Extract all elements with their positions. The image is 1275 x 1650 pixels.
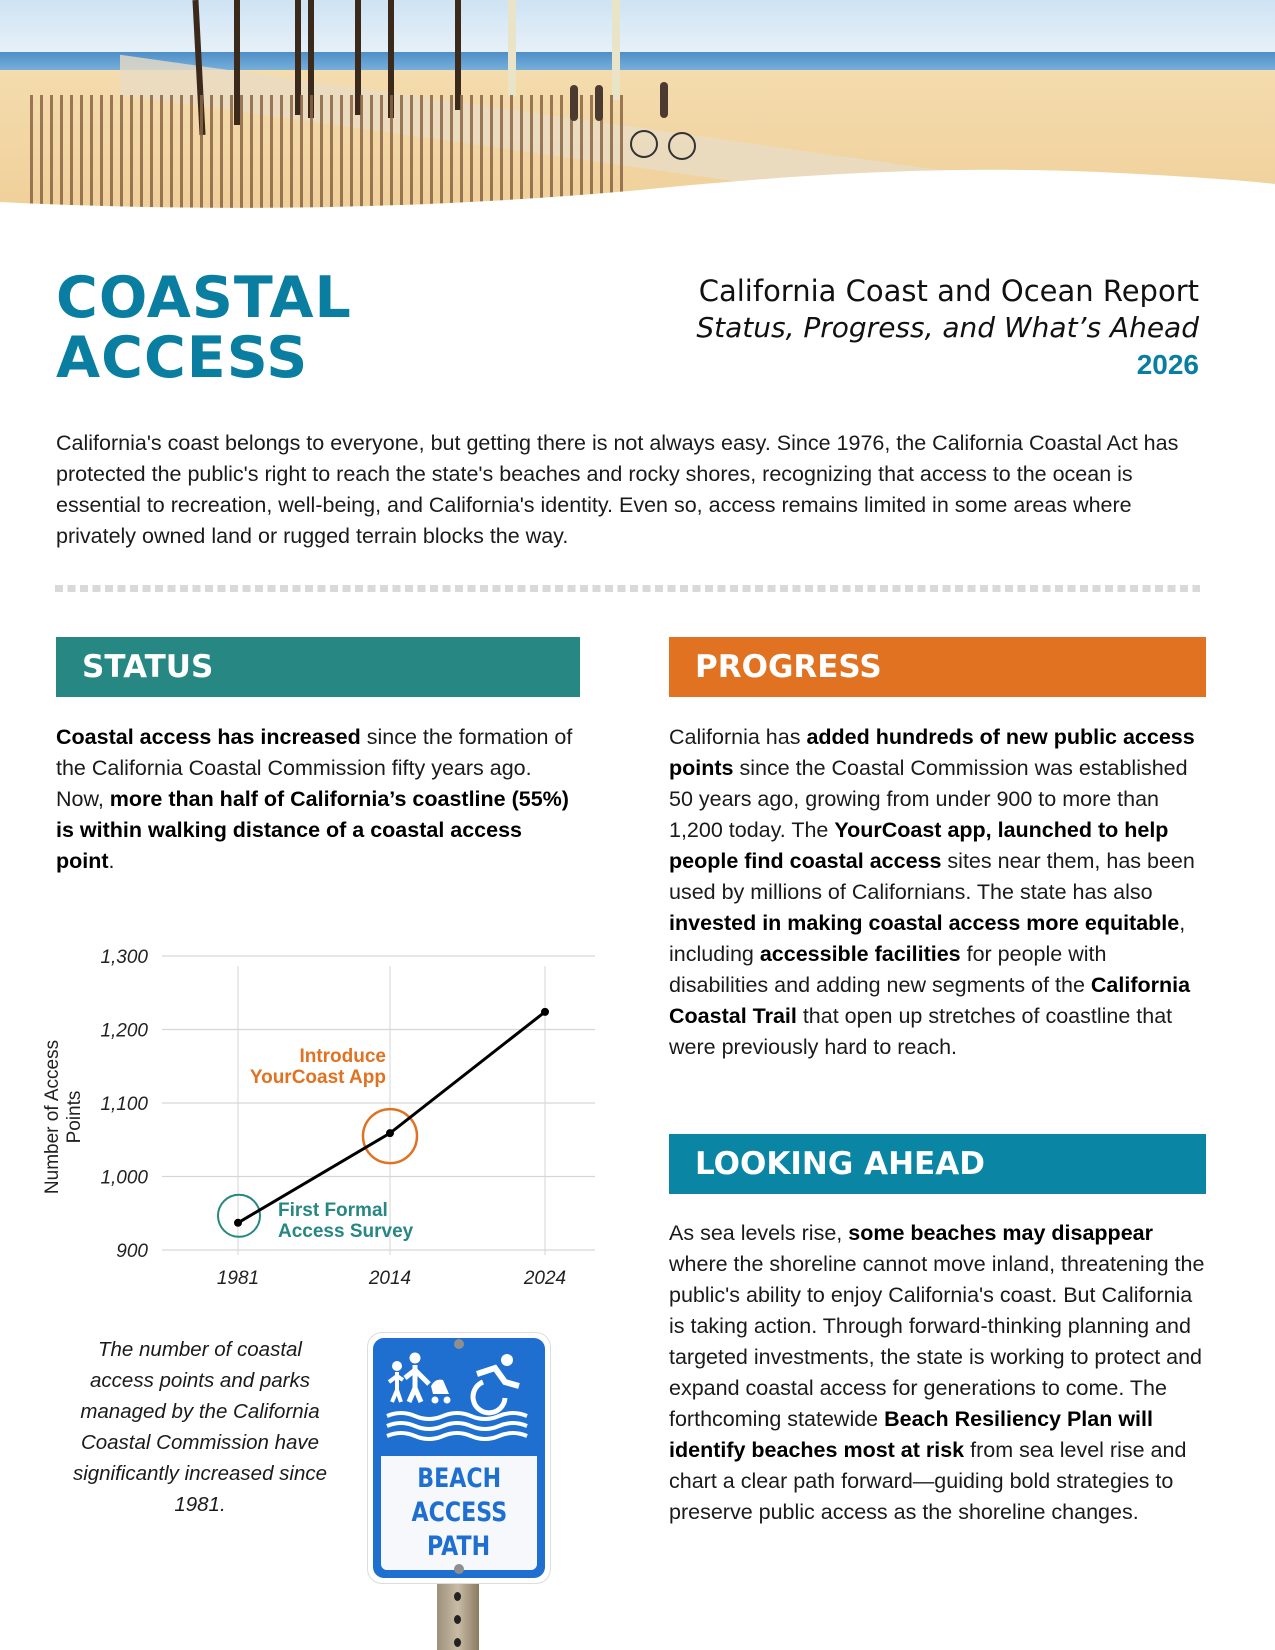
post-hole	[454, 1592, 461, 1601]
x-tick-label: 1981	[216, 1268, 260, 1289]
x-tick-label: 2014	[368, 1268, 412, 1289]
data-point	[386, 1129, 394, 1137]
sign-text-panel	[381, 1456, 537, 1570]
status-heading: STATUS	[56, 637, 580, 697]
progress-text-3: sites near them, has been used by millions of Californians. The state has also	[669, 849, 1195, 904]
post-hole	[454, 1638, 461, 1647]
progress-bold-4: accessible facilities	[759, 942, 961, 966]
progress-bold-3: invested in making coastal access more equitable	[669, 911, 1180, 935]
progress-heading: PROGRESS	[669, 637, 1206, 697]
data-point	[541, 1008, 549, 1016]
palm-tree	[455, 0, 461, 110]
status-text-1: since the formation of the California Coastal Commission fifty years ago. Now,	[56, 725, 573, 811]
title-line-1: COASTAL	[56, 265, 352, 331]
chart-y-axis-label: Number of Access Points	[42, 1039, 85, 1195]
status-paragraph	[56, 722, 576, 877]
y-tick-label: 1,200	[100, 1020, 148, 1042]
status-bold-1: Coastal access has increased	[56, 725, 361, 749]
annotation-survey-line2: Access Survey	[278, 1221, 414, 1242]
series-line	[238, 1012, 545, 1223]
status-text-end: .	[108, 849, 115, 873]
sign-word-beach: BEACH	[417, 1463, 501, 1494]
access-points-chart	[42, 935, 595, 1295]
ahead-text-1: As sea levels rise,	[669, 1221, 849, 1245]
wave-divider	[0, 150, 1275, 215]
sign-word-path: PATH	[427, 1531, 491, 1562]
post-hole	[454, 1615, 461, 1624]
annotation-circle-survey	[218, 1195, 260, 1237]
report-subtitle: Status, Progress, and What’s Ahead	[696, 311, 1199, 344]
looking-ahead-heading: LOOKING AHEAD	[669, 1134, 1206, 1194]
progress-paragraph	[669, 722, 1209, 1063]
person-walking	[570, 85, 578, 121]
sign-bolt	[454, 1564, 464, 1574]
data-point	[234, 1219, 242, 1227]
sign-word-access: ACCESS	[411, 1497, 507, 1528]
y-tick-label: 1,000	[100, 1167, 148, 1189]
hero-beach-photo	[0, 0, 1275, 215]
ahead-text-3: from sea level rise and chart a clear path forward—guiding bold strategies to preserve public access as the shoreline changes.	[669, 1438, 1187, 1524]
person-cycling	[660, 82, 668, 118]
beach-access-sign	[368, 1333, 550, 1583]
page-title	[56, 265, 352, 391]
annotation-survey-line1: First Formal	[278, 1200, 388, 1221]
ahead-bold-2: Beach Resiliency Plan will identify beaches most at risk	[669, 1407, 1153, 1462]
dotted-divider	[55, 585, 1200, 592]
y-tick-label: 900	[116, 1241, 148, 1262]
progress-text-1: California has	[669, 725, 807, 749]
hero-sky	[0, 0, 1275, 56]
intro-paragraph: California's coast belongs to everyone, but getting there is not always easy. Since 1976, the California Coastal Act has protected the public's right to reach the state's beaches and rocky shores, recognizing that access to the ocean is essential to recreation, well-being, and California's identity. Even so, access remains limited in some areas where privately owned land or rugged terrain blocks the way.	[56, 431, 1179, 548]
ahead-bold-1: some beaches may disappear	[848, 1221, 1153, 1245]
progress-bold-5: California Coastal Trail	[669, 973, 1191, 1028]
y-tick-label: 1,300	[100, 947, 148, 968]
report-name: California Coast and Ocean Report	[698, 274, 1199, 308]
looking-ahead-paragraph	[669, 1218, 1209, 1528]
sign-bolt	[454, 1339, 464, 1349]
person-walking	[595, 85, 603, 121]
x-tick-label: 2024	[523, 1268, 567, 1289]
lifeguard-tower	[612, 0, 620, 100]
y-tick-label: 1,100	[100, 1094, 148, 1115]
ahead-text-2: where the shoreline cannot move inland, threatening the public's ability to enjoy California's coast. But California is taking action. Through forward-thinking planning and targeted investments, the state is working to protect and expand coastal access for generations to come. The forthcoming statewide	[669, 1252, 1205, 1431]
progress-text-4: , including	[669, 911, 1186, 966]
sign-face	[373, 1338, 545, 1578]
chart-canvas	[50, 935, 595, 1295]
progress-bold-2: YourCoast app, launched to help people find coastal access	[669, 818, 1169, 873]
chart-caption: The number of coastal access points and parks managed by the California Coastal Commission have significantly increased since 1981.	[72, 1338, 328, 1516]
annotation-app-line2: YourCoast App	[249, 1067, 386, 1088]
annotation-app-line1: Introduce	[299, 1046, 386, 1067]
title-line-2: ACCESS	[56, 325, 309, 391]
report-heading	[696, 272, 1199, 384]
progress-text-5: for people with disabilities and adding new segments of the	[669, 942, 1107, 997]
progress-text-2: since the Coastal Commission was established 50 years ago, growing from under 900 to more than 1,200 today. The	[669, 756, 1188, 842]
sign-pictograms	[373, 1338, 545, 1456]
progress-bold-1: added hundreds of new public access points	[669, 725, 1195, 780]
lifeguard-tower	[508, 0, 516, 96]
status-bold-2: more than half of California’s coastline (55%) is within walking distance of a coastal access point	[56, 787, 569, 873]
report-year: 2026	[1136, 349, 1199, 380]
family-stroller-wheelchair-icon	[373, 1338, 545, 1456]
progress-text-6: that open up stretches of coastline that were previously hard to reach.	[669, 1004, 1173, 1059]
